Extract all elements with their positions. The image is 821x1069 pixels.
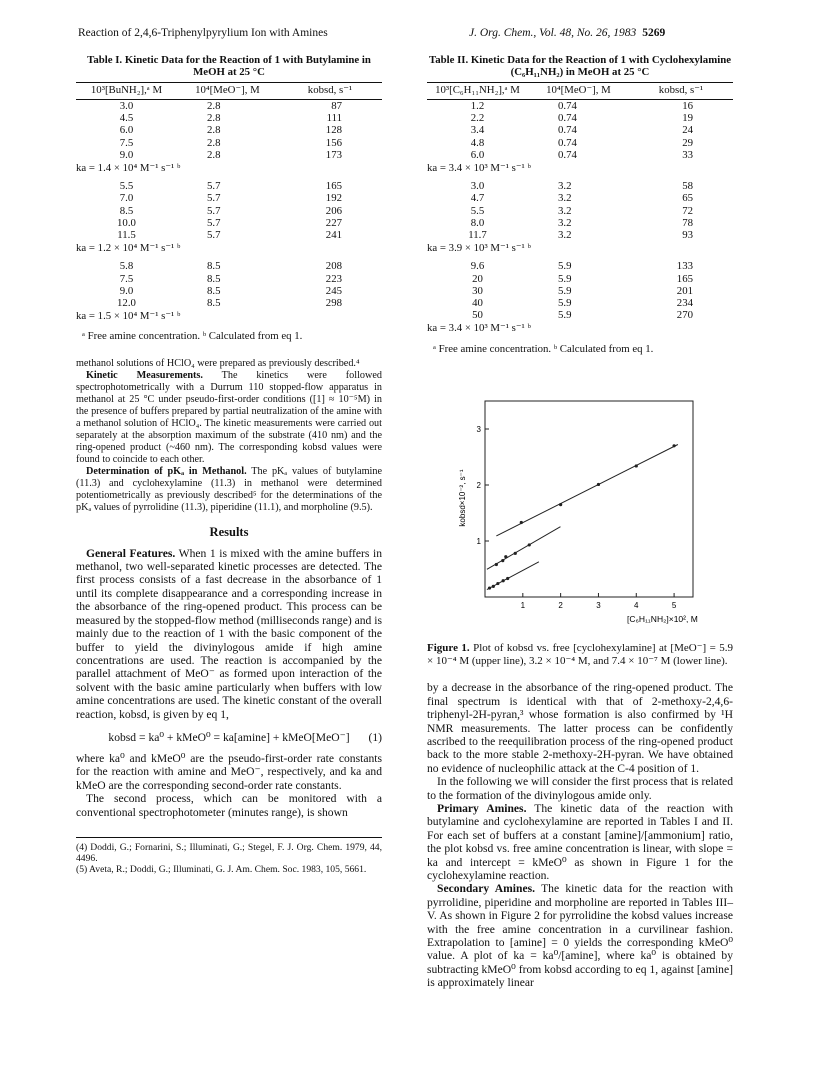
table-cell: 2.8 [206,136,221,149]
table-cell: 2.8 [206,100,221,113]
table-row [76,180,382,192]
ka-value: ka = 3.9 × 10³ M⁻¹ s⁻¹ ᵇ [427,242,531,255]
table-row [427,309,733,321]
table1-col1-header: 10³[BuNH₂],ᵃ M [76,82,177,97]
table-row [427,100,733,113]
equation-text: kobsd = ka⁰ + kMeO⁰ = ka[amine] + kMeO[MeO⁻] [108,730,350,744]
ka-row [427,161,733,180]
table1-caption [76,54,382,79]
paragraph-after-eq: where ka⁰ and kMeO⁰ are the pseudo-first-order rate constants for the reaction with amine and MeO⁻, respectively, and ka and kMeO are the corresponding second-order rate constants. [76,752,382,792]
table-row [427,137,733,149]
table1-footnote: ᵃ Free amine concentration. ᵇ Calculated from eq 1. [82,330,303,343]
table-cell: 11.7 [468,229,487,242]
series-1-point [520,521,523,524]
table-cell: 5.5 [470,204,485,217]
table-row [76,137,382,149]
table-cell: 0.74 [557,136,577,149]
pka-heading: Determination of pKₐ in Methanol. [86,465,247,477]
series-2-point [514,551,517,554]
series-3-point [492,585,495,588]
table-cell: 133 [676,260,693,273]
journal-citation: J. Org. Chem., Vol. 48, No. 26, 1983 [469,27,637,39]
table-row [76,205,382,217]
table-cell: 0.74 [557,148,577,161]
secondary-body: The kinetic data for the reaction with pyrrolidine, piperidine and morpholine are reported in Tables III–V. As shown in Figure 2 for pyrrolidine the kobsd values increase with the free amine concentration in a curvilinear fashion. Extrapolation to [amine] = 0 yields the corresponding kMeO⁰ value. A plot of ka = ka⁰/[amine], where ka⁰ is obtained by subtracting kMeO⁰ from kobsd according to eq 1, against [amine] is approximately linear [427,882,733,990]
figure-1-plot [427,398,733,638]
secondary-heading: Secondary Amines. [437,882,536,896]
results-heading: Results [209,524,249,539]
table-cell: 8.5 [206,297,221,310]
table-row [76,192,382,204]
table-cell: 156 [325,136,342,149]
series-3-point [506,577,509,580]
x-tick-label: 2 [558,600,563,610]
table-cell: 3.0 [119,100,134,113]
table2-body [427,100,733,341]
x-tick-label: 1 [520,600,526,610]
running-header-right [469,27,665,39]
kinetic-body: The kinetics were followed spectrophotometrically with a Durrum 110 stopped-flow apparatus in methanol at 25 °C under pseudo-first-order conditions ([1] ≈ 10⁻⁵M) in the presence of buffers prepared by partial neutralization of the amine with a methanol solution of HClO₄. The kinetic measurements were carried out separately at the absorption maximum of the substrate (410 nm) and the ring-opened product (~460 nm). The corresponding kobsd values were found to coincide to each other. [76,369,382,465]
series-1-fit-line [496,444,678,535]
table-cell: 5.7 [206,229,221,242]
paragraph-primary [427,802,733,882]
series-1-point [559,503,562,506]
right-column [427,54,733,990]
primary-heading: Primary Amines. [437,802,527,816]
pka-body: The pKₐ values of butylamine (11.3) and cyclohexylamine (11.3) in methanol were determined potentiometrically as previously described⁵ for the determinations of the pKₐ values of pyrrolidine (11.3), piperidine (11.1), and morpholine (9.5). [76,465,382,513]
paragraph-hclo4: methanol solutions of HClO₄ were prepared as previously described.⁴ [76,357,360,369]
series-1-point [597,483,600,486]
table-cell: 241 [325,229,342,242]
table-row [427,297,733,309]
table-row [76,100,382,113]
series-3-point [502,579,505,582]
table-cell: 128 [325,124,342,137]
table-cell: 227 [325,216,342,229]
table2 [427,82,733,341]
table2-col1-header: 10³[C₆H₁₁NH₂],ᵃ M [427,82,528,97]
table-row [427,273,733,285]
table-cell: 7.5 [119,272,134,285]
table-cell: 5.7 [206,180,221,193]
table1-col2-header: 10⁴[MeO⁻], M [177,82,278,97]
table-cell: 30 [472,284,483,297]
table-row [76,285,382,297]
table-cell: 192 [325,192,342,205]
table-row [427,205,733,217]
table-cell: 33 [682,148,693,161]
table-cell: 4.7 [470,192,485,205]
reference-4: (4) Doddi, G.; Fornarini, S.; Illuminati, G.; Stegel, F. J. Org. Chem. 1979, 44, 4496. [76,842,382,865]
general-heading: General Features. [86,546,176,560]
table2-label: Table II. [428,54,469,66]
paragraph-final-spectrum: by a decrease in the absorbance of the ring-opened product. The final spectrum is identical with that of 2-methoxy-2,4,6-triphenyl-2H-pyran,³ whose formation is also confirmed by ¹H NMR measurements. The latter process can be confidently ascribed to the reequilibration process of the ring-opened product back to the more stable 2-methoxy-2H-pyran. We have obtained no evidence of nucleophilic attack at the C-4 position of 1. [427,681,733,775]
table-cell: 1.2 [470,100,485,113]
paragraph-kinetic [76,370,382,466]
table-row [427,149,733,161]
table-cell: 9.0 [119,284,134,297]
table-row [76,124,382,136]
table-cell: 6.0 [119,124,134,137]
series-2-fit-line [487,526,561,569]
table-cell: 201 [676,284,693,297]
table-cell: 234 [676,297,693,310]
table-cell: 0.74 [557,124,577,137]
table-row [76,260,382,272]
table-cell: 8.5 [119,204,134,217]
table-cell: 6.0 [470,148,485,161]
series-2-point [528,543,531,546]
table-cell: 245 [325,284,342,297]
table-cell: 3.2 [557,192,572,205]
table-cell: 29 [682,136,693,149]
series-2-point [501,559,504,562]
ka-row [76,309,382,328]
table-cell: 4.8 [470,136,485,149]
table-cell: 3.2 [557,229,572,242]
table-row [76,297,382,309]
plot-frame [485,401,693,597]
table-cell: 2.8 [206,112,221,125]
x-tick-label: 4 [634,600,639,610]
table-cell: 12.0 [117,297,136,310]
series-3-fit-line [487,562,539,590]
table-cell: 4.5 [119,112,134,125]
series-3-point [496,582,499,585]
table-cell: 16 [682,100,693,113]
x-tick-label: 5 [671,600,677,610]
table2-footnote: ᵃ Free amine concentration. ᵇ Calculated from eq 1. [433,342,654,355]
table1-col3-header: kobsd, s⁻¹ [278,82,382,97]
y-tick-label: 1 [476,536,481,546]
table-cell: 65 [682,192,693,205]
table-cell: 2.8 [206,148,221,161]
table-cell: 5.9 [557,272,572,285]
figure-1-label: Figure 1. [427,641,470,654]
table2-col3-header: kobsd, s⁻¹ [629,82,733,97]
table-cell: 9.6 [470,260,485,273]
table-cell: 3.2 [557,216,572,229]
table-row [76,273,382,285]
ka-row [76,161,382,180]
table-cell: 5.7 [206,216,221,229]
table-cell: 165 [676,272,693,285]
page-number: 5269 [642,27,666,39]
table2-title: Kinetic Data for the Reaction of 1 with Cyclohexylamine (C₆H₁₁NH₂) in MeOH at 25 °C [470,54,731,79]
table-cell: 173 [325,148,342,161]
table-cell: 5.8 [119,260,134,273]
ka-value: ka = 3.4 × 10³ M⁻¹ s⁻¹ ᵇ [427,322,531,335]
series-1-point [635,464,638,467]
table-cell: 40 [472,297,483,310]
table-cell: 58 [682,180,693,193]
series-2-point [504,555,507,558]
table-cell: 50 [472,309,483,322]
ka-value: ka = 3.4 × 10³ M⁻¹ s⁻¹ ᵇ [427,162,531,175]
running-header-left: Reaction of 2,4,6-Triphenylpyrylium Ion with Amines [78,27,328,39]
series-3-point [488,586,491,589]
table-row [427,260,733,272]
table-cell: 7.0 [119,192,134,205]
table-cell: 223 [325,272,342,285]
table1-body [76,100,382,329]
x-tick-label: 3 [596,600,601,610]
table-cell: 24 [682,124,693,137]
table-cell: 8.0 [470,216,485,229]
paragraph-general [76,547,382,721]
table-row [76,112,382,124]
table-cell: 5.9 [557,260,572,273]
ka-value: ka = 1.2 × 10⁴ M⁻¹ s⁻¹ ᵇ [76,242,181,255]
table-cell: 72 [682,204,693,217]
left-column [76,54,382,876]
y-tick-label: 3 [476,424,481,434]
table-cell: 5.9 [557,297,572,310]
table-row [76,217,382,229]
kinetic-heading: Kinetic Measurements. [86,369,203,381]
table-cell: 206 [325,204,342,217]
table-cell: 87 [331,100,342,113]
table-cell: 10.0 [117,216,136,229]
series-2-point [495,563,498,566]
table-row [76,149,382,161]
table-cell: 3.0 [470,180,485,193]
ka-row [427,241,733,260]
x-axis-label: [C₆H₁₁NH₂]×10², M [627,613,698,624]
table-cell: 7.5 [119,136,134,149]
table-cell: 3.2 [557,180,572,193]
table-cell: 11.5 [117,229,136,242]
figure-1-caption [427,642,733,668]
series-1-point [672,444,675,447]
table-cell: 8.5 [206,284,221,297]
figure-1-caption-text: Plot of kobsd vs. free [cyclohexylamine] at [MeO⁻] = 5.9 × 10⁻⁴ M (upper line), 3.2 × 10⁻⁴ M, and 7.4 × 10⁻⁷ M (lower line). [427,641,733,667]
table-cell: 19 [682,112,693,125]
ka-value: ka = 1.4 × 10⁴ M⁻¹ s⁻¹ ᵇ [76,162,181,175]
general-body: When 1 is mixed with the amine buffers in methanol, two well-separated kinetic processes are detected. The first process consists of a fast decrease in the absorbance of 1 until its complete disappearance and a corresponding increase in the absorbance of the ring-opened product. This process can be measured by the stopped-flow method (milliseconds range) and is mainly due to the reaction of 1 with the basic component of the buffer to yield the divinylogous amide if high amine concentrations are used. The reaction is accompanied by the parallel attachment of MeO⁻ as formed upon interaction of the solvent with the basic amine particularly when buffers with low amine concentrations are used. The kinetic constant of the overall reaction, kobsd, is given by eq 1, [76,546,382,721]
paragraph-following: In the following we will consider the first process that is related to the formation of the divinylogous amide only. [427,775,733,802]
equation-number: (1) [368,730,382,744]
table-cell: 2.8 [206,124,221,137]
references [76,837,382,876]
table-cell: 3.4 [470,124,485,137]
paragraph-secondary [427,882,733,989]
table-cell: 8.5 [206,272,221,285]
figure-1 [427,398,733,638]
table-row [427,192,733,204]
table-cell: 5.9 [557,309,572,322]
table-cell: 5.5 [119,180,134,193]
ka-row [76,241,382,260]
table-cell: 270 [676,309,693,322]
table-row [427,112,733,124]
table-cell: 0.74 [557,100,577,113]
table-cell: 8.5 [206,260,221,273]
table-row [427,217,733,229]
table1-title: Kinetic Data for the Reaction of 1 with Butylamine in MeOH at 25 °C [124,54,371,79]
table-row [427,180,733,192]
y-axis-label: kobsd×10⁻², s⁻¹ [458,469,467,527]
ka-value: ka = 1.5 × 10⁴ M⁻¹ s⁻¹ ᵇ [76,310,181,323]
table-cell: 165 [325,180,342,193]
table-row [427,229,733,241]
table-cell: 9.0 [119,148,134,161]
table-cell: 2.2 [470,112,485,125]
table-cell: 3.2 [557,204,572,217]
table-cell: 93 [682,229,693,242]
table-cell: 208 [325,260,342,273]
table-cell: 5.9 [557,284,572,297]
paragraph-second-process: The second process, which can be monitored with a conventional spectrophotometer (minutes range), is shown [76,792,382,819]
table1 [76,82,382,329]
table-cell: 20 [472,272,483,285]
table-row [427,124,733,136]
table2-caption [427,54,733,79]
table2-col2-header: 10⁴[MeO⁻], M [528,82,629,97]
table-cell: 5.7 [206,204,221,217]
y-tick-label: 2 [476,480,481,490]
ka-row [427,321,733,340]
primary-body: The kinetic data of the reaction with butylamine and cyclohexylamine are reported in Tables I and II. For each set of buffers at a constant [amine]/[ammonium] ratio, the plot kobsd vs. free amine concentration is linear, with slope = ka and intercept = kMeO⁰ as shown in Figure 1 for the cyclohexylamine reaction. [427,802,733,883]
reference-5: (5) Aveta, R.; Doddi, G.; Illuminati, G. J. Am. Chem. Soc. 1983, 105, 5661. [76,864,367,876]
equation-1 [76,731,382,744]
table-cell: 298 [325,297,342,310]
table-row [427,285,733,297]
paragraph-pka [76,466,382,514]
table1-label: Table I. [87,54,123,66]
table-cell: 5.7 [206,192,221,205]
table-cell: 78 [682,216,693,229]
table-cell: 0.74 [557,112,577,125]
table-cell: 111 [326,112,342,125]
table-row [76,229,382,241]
